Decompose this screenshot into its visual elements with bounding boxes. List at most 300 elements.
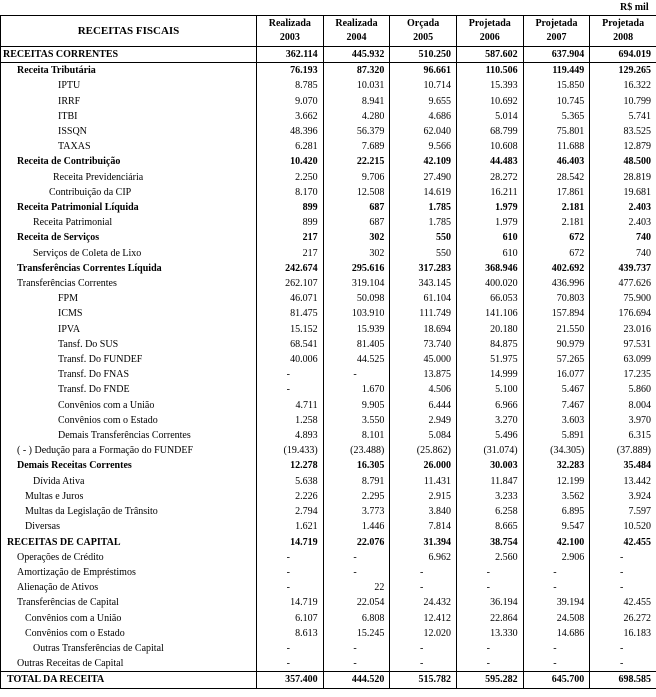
cell-value: 66.053 xyxy=(456,291,523,306)
cell-value: 4.711 xyxy=(257,398,324,413)
table-row xyxy=(1,185,656,200)
cell-value: - xyxy=(456,580,523,595)
cell-value: 44.525 xyxy=(323,352,390,367)
cell-value: 14.719 xyxy=(257,535,324,550)
cell-value: 28.819 xyxy=(590,170,656,185)
cell-value: 12.879 xyxy=(590,139,656,154)
cell-value: 18.694 xyxy=(390,322,457,337)
cell-value: 84.875 xyxy=(456,337,523,352)
cell-value: - xyxy=(257,565,324,580)
cell-value: 10.799 xyxy=(590,94,656,109)
cell-value: - xyxy=(390,565,457,580)
table-row xyxy=(1,443,656,458)
cell-value: 42.455 xyxy=(590,595,656,610)
row-label: Receita Patrimonial Líquida xyxy=(1,200,257,215)
cell-value: 687 xyxy=(323,200,390,215)
cell-value: 2.295 xyxy=(323,489,390,504)
cell-value: 672 xyxy=(523,246,590,261)
header-year: 2006 xyxy=(479,32,500,43)
cell-value: 11.431 xyxy=(390,474,457,489)
table-row xyxy=(1,611,656,626)
cell-value: 10.420 xyxy=(257,154,324,169)
cell-value: 62.040 xyxy=(390,124,457,139)
row-label: IRRF xyxy=(1,94,257,109)
cell-value: 6.315 xyxy=(590,428,656,443)
cell-value: 242.674 xyxy=(257,261,324,276)
row-label: Dívida Ativa xyxy=(1,474,257,489)
cell-value: 550 xyxy=(390,246,457,261)
cell-value: - xyxy=(523,580,590,595)
table-row xyxy=(1,352,656,367)
cell-value: 12.508 xyxy=(323,185,390,200)
row-label: RECEITAS DE CAPITAL xyxy=(1,535,257,550)
cell-value: 740 xyxy=(590,246,656,261)
header-year: 2008 xyxy=(613,32,634,43)
cell-value: (31.074) xyxy=(456,443,523,458)
row-label: Transferências Correntes xyxy=(1,276,257,291)
cell-value: 103.910 xyxy=(323,306,390,321)
header-label: RECEITAS FISCAIS xyxy=(1,16,257,47)
cell-value: 1.670 xyxy=(323,382,390,397)
cell-value: 56.379 xyxy=(323,124,390,139)
header-col-2005 xyxy=(390,16,457,47)
cell-value: 6.258 xyxy=(456,504,523,519)
table-row xyxy=(1,550,656,565)
table-row xyxy=(1,215,656,230)
table-row xyxy=(1,291,656,306)
cell-value: - xyxy=(456,641,523,656)
row-label: TAXAS xyxy=(1,139,257,154)
cell-value: 9.566 xyxy=(390,139,457,154)
cell-value: - xyxy=(257,550,324,565)
cell-value: - xyxy=(257,641,324,656)
cell-value: 2.949 xyxy=(390,413,457,428)
cell-value: 22.076 xyxy=(323,535,390,550)
table-body xyxy=(1,47,656,689)
cell-value: 20.180 xyxy=(456,322,523,337)
cell-value: - xyxy=(523,656,590,672)
row-label: Operações de Crédito xyxy=(1,550,257,565)
cell-value: 5.100 xyxy=(456,382,523,397)
cell-value: 2.250 xyxy=(257,170,324,185)
cell-value: 9.706 xyxy=(323,170,390,185)
cell-value: 317.283 xyxy=(390,261,457,276)
cell-value: 48.500 xyxy=(590,154,656,169)
cell-value: 9.655 xyxy=(390,94,457,109)
cell-value: 1.979 xyxy=(456,215,523,230)
cell-value: 5.467 xyxy=(523,382,590,397)
cell-value: 111.749 xyxy=(390,306,457,321)
cell-value: 550 xyxy=(390,230,457,245)
cell-value: 2.226 xyxy=(257,489,324,504)
cell-value: - xyxy=(590,550,656,565)
cell-value: 119.449 xyxy=(523,63,590,79)
table-row xyxy=(1,322,656,337)
cell-value: - xyxy=(590,565,656,580)
table-row xyxy=(1,261,656,276)
cell-value: 3.773 xyxy=(323,504,390,519)
cell-value: 5.365 xyxy=(523,109,590,124)
cell-value: 1.979 xyxy=(456,200,523,215)
cell-value: 687 xyxy=(323,215,390,230)
header-status: Realizada xyxy=(335,18,378,29)
cell-value: 2.403 xyxy=(590,200,656,215)
cell-value: 42.109 xyxy=(390,154,457,169)
table-row xyxy=(1,154,656,169)
table-row xyxy=(1,656,656,672)
cell-value: 436.996 xyxy=(523,276,590,291)
table-row xyxy=(1,626,656,641)
table-row xyxy=(1,474,656,489)
row-label: ITBI xyxy=(1,109,257,124)
cell-value: 76.193 xyxy=(257,63,324,79)
cell-value: 1.258 xyxy=(257,413,324,428)
header-year: 2003 xyxy=(279,32,300,43)
cell-value: 2.181 xyxy=(523,200,590,215)
cell-value: 295.616 xyxy=(323,261,390,276)
cell-value: 63.099 xyxy=(590,352,656,367)
cell-value: 17.235 xyxy=(590,367,656,382)
row-label: TOTAL DA RECEITA xyxy=(1,672,257,688)
cell-value: 1.785 xyxy=(390,200,457,215)
cell-value: 6.444 xyxy=(390,398,457,413)
cell-value: 698.585 xyxy=(590,672,656,688)
cell-value: (23.488) xyxy=(323,443,390,458)
cell-value: 10.031 xyxy=(323,78,390,93)
cell-value: 22.054 xyxy=(323,595,390,610)
cell-value: 400.020 xyxy=(456,276,523,291)
revenue-table xyxy=(0,15,656,689)
row-label: Demais Transferências Correntes xyxy=(1,428,257,443)
cell-value: 68.541 xyxy=(257,337,324,352)
cell-value: - xyxy=(390,656,457,672)
cell-value: 10.714 xyxy=(390,78,457,93)
cell-value: 28.272 xyxy=(456,170,523,185)
cell-value: 2.915 xyxy=(390,489,457,504)
cell-value: 6.895 xyxy=(523,504,590,519)
cell-value: 515.782 xyxy=(390,672,457,688)
cell-value: 899 xyxy=(257,215,324,230)
cell-value: 75.900 xyxy=(590,291,656,306)
cell-value: 141.106 xyxy=(456,306,523,321)
cell-value: - xyxy=(590,641,656,656)
cell-value: 12.020 xyxy=(390,626,457,641)
table-row xyxy=(1,170,656,185)
cell-value: 73.740 xyxy=(390,337,457,352)
header-year: 2005 xyxy=(413,32,434,43)
cell-value: 46.403 xyxy=(523,154,590,169)
cell-value: 3.603 xyxy=(523,413,590,428)
cell-value: 899 xyxy=(257,200,324,215)
cell-value: 21.550 xyxy=(523,322,590,337)
cell-value: 15.393 xyxy=(456,78,523,93)
cell-value: 510.250 xyxy=(390,47,457,63)
cell-value: 32.283 xyxy=(523,458,590,473)
cell-value: 83.525 xyxy=(590,124,656,139)
row-label: Transferências Correntes Líquida xyxy=(1,261,257,276)
cell-value: 23.016 xyxy=(590,322,656,337)
cell-value: 1.621 xyxy=(257,519,324,534)
cell-value: 2.794 xyxy=(257,504,324,519)
cell-value: 11.688 xyxy=(523,139,590,154)
cell-value: 477.626 xyxy=(590,276,656,291)
row-label: IPVA xyxy=(1,322,257,337)
cell-value: - xyxy=(390,641,457,656)
row-label: Multas da Legislação de Trânsito xyxy=(1,504,257,519)
cell-value: 15.245 xyxy=(323,626,390,641)
cell-value: 15.850 xyxy=(523,78,590,93)
cell-value: 7.689 xyxy=(323,139,390,154)
cell-value: - xyxy=(323,565,390,580)
table-row xyxy=(1,672,656,688)
cell-value: - xyxy=(257,580,324,595)
cell-value: 6.107 xyxy=(257,611,324,626)
cell-value: 319.104 xyxy=(323,276,390,291)
row-label: Diversas xyxy=(1,519,257,534)
cell-value: - xyxy=(257,656,324,672)
cell-value: 26.000 xyxy=(390,458,457,473)
table-row xyxy=(1,519,656,534)
cell-value: 3.662 xyxy=(257,109,324,124)
cell-value: 22.864 xyxy=(456,611,523,626)
table-row xyxy=(1,337,656,352)
cell-value: 217 xyxy=(257,246,324,261)
table-row xyxy=(1,200,656,215)
row-label: Outras Receitas de Capital xyxy=(1,656,257,672)
cell-value: 610 xyxy=(456,246,523,261)
cell-value: 9.905 xyxy=(323,398,390,413)
cell-value: 38.754 xyxy=(456,535,523,550)
cell-value: 5.741 xyxy=(590,109,656,124)
cell-value: 10.692 xyxy=(456,94,523,109)
cell-value: (25.862) xyxy=(390,443,457,458)
cell-value: 16.211 xyxy=(456,185,523,200)
cell-value: 39.194 xyxy=(523,595,590,610)
cell-value: 26.272 xyxy=(590,611,656,626)
row-label: Receita de Contribuição xyxy=(1,154,257,169)
cell-value: 15.939 xyxy=(323,322,390,337)
cell-value: 12.278 xyxy=(257,458,324,473)
cell-value: 368.946 xyxy=(456,261,523,276)
cell-value: 3.270 xyxy=(456,413,523,428)
cell-value: - xyxy=(257,382,324,397)
cell-value: 694.019 xyxy=(590,47,656,63)
cell-value: 30.003 xyxy=(456,458,523,473)
table-row xyxy=(1,124,656,139)
header-status: Projetada xyxy=(468,18,511,29)
cell-value: 610 xyxy=(456,230,523,245)
cell-value: 444.520 xyxy=(323,672,390,688)
row-label: Convênios com o Estado xyxy=(1,626,257,641)
cell-value: 637.904 xyxy=(523,47,590,63)
cell-value: 81.405 xyxy=(323,337,390,352)
cell-value: 262.107 xyxy=(257,276,324,291)
cell-value: 5.014 xyxy=(456,109,523,124)
cell-value: - xyxy=(390,580,457,595)
table-row xyxy=(1,367,656,382)
cell-value: 12.412 xyxy=(390,611,457,626)
cell-value: 8.004 xyxy=(590,398,656,413)
row-label: Transf. Do FNAS xyxy=(1,367,257,382)
cell-value: 343.145 xyxy=(390,276,457,291)
cell-value: 302 xyxy=(323,230,390,245)
cell-value: 9.070 xyxy=(257,94,324,109)
cell-value: 439.737 xyxy=(590,261,656,276)
header-status: Projetada xyxy=(602,18,645,29)
header-col-2008 xyxy=(590,16,656,47)
cell-value: 90.979 xyxy=(523,337,590,352)
row-label: Receita Patrimonial xyxy=(1,215,257,230)
row-label: Multas e Juros xyxy=(1,489,257,504)
cell-value: 6.281 xyxy=(257,139,324,154)
header-col-2006 xyxy=(456,16,523,47)
cell-value: 2.181 xyxy=(523,215,590,230)
cell-value: 5.891 xyxy=(523,428,590,443)
cell-value: 35.484 xyxy=(590,458,656,473)
cell-value: 61.104 xyxy=(390,291,457,306)
cell-value: 672 xyxy=(523,230,590,245)
cell-value: 14.619 xyxy=(390,185,457,200)
cell-value: 2.403 xyxy=(590,215,656,230)
cell-value: 51.975 xyxy=(456,352,523,367)
table-row xyxy=(1,230,656,245)
cell-value: 4.506 xyxy=(390,382,457,397)
cell-value: 9.547 xyxy=(523,519,590,534)
row-label: ICMS xyxy=(1,306,257,321)
row-label: Transf. Do FNDE xyxy=(1,382,257,397)
cell-value: 14.719 xyxy=(257,595,324,610)
cell-value: 15.152 xyxy=(257,322,324,337)
row-label: RECEITAS CORRENTES xyxy=(1,47,257,63)
cell-value: 2.906 xyxy=(523,550,590,565)
cell-value: (34.305) xyxy=(523,443,590,458)
cell-value: - xyxy=(456,565,523,580)
cell-value: 81.475 xyxy=(257,306,324,321)
cell-value: 8.170 xyxy=(257,185,324,200)
row-label: ISSQN xyxy=(1,124,257,139)
cell-value: 5.496 xyxy=(456,428,523,443)
cell-value: 402.692 xyxy=(523,261,590,276)
cell-value: 7.467 xyxy=(523,398,590,413)
cell-value: 96.661 xyxy=(390,63,457,79)
table-row xyxy=(1,458,656,473)
cell-value: 5.084 xyxy=(390,428,457,443)
cell-value: 14.686 xyxy=(523,626,590,641)
cell-value: 12.199 xyxy=(523,474,590,489)
cell-value: 50.098 xyxy=(323,291,390,306)
cell-value: 14.999 xyxy=(456,367,523,382)
cell-value: 87.320 xyxy=(323,63,390,79)
table-row xyxy=(1,246,656,261)
table-row xyxy=(1,94,656,109)
cell-value: - xyxy=(323,641,390,656)
table-row xyxy=(1,535,656,550)
cell-value: 8.665 xyxy=(456,519,523,534)
cell-value: 129.265 xyxy=(590,63,656,79)
table-row xyxy=(1,63,656,79)
cell-value: 16.183 xyxy=(590,626,656,641)
cell-value: 57.265 xyxy=(523,352,590,367)
row-label: Receita de Serviços xyxy=(1,230,257,245)
row-label: Serviços de Coleta de Lixo xyxy=(1,246,257,261)
cell-value: 3.840 xyxy=(390,504,457,519)
table-header xyxy=(1,16,656,47)
table-row xyxy=(1,47,656,63)
cell-value: 3.233 xyxy=(456,489,523,504)
cell-value: 445.932 xyxy=(323,47,390,63)
cell-value: 362.114 xyxy=(257,47,324,63)
table-row xyxy=(1,109,656,124)
row-label: Convênios com a União xyxy=(1,398,257,413)
cell-value: 740 xyxy=(590,230,656,245)
cell-value: 46.071 xyxy=(257,291,324,306)
table-row xyxy=(1,276,656,291)
header-status: Realizada xyxy=(268,18,311,29)
cell-value: 8.791 xyxy=(323,474,390,489)
cell-value: 3.562 xyxy=(523,489,590,504)
cell-value: 176.694 xyxy=(590,306,656,321)
cell-value: 357.400 xyxy=(257,672,324,688)
cell-value: 3.924 xyxy=(590,489,656,504)
cell-value: 6.966 xyxy=(456,398,523,413)
table-row xyxy=(1,504,656,519)
cell-value: 44.483 xyxy=(456,154,523,169)
cell-value: (37.889) xyxy=(590,443,656,458)
cell-value: 157.894 xyxy=(523,306,590,321)
table-row xyxy=(1,306,656,321)
cell-value: 16.322 xyxy=(590,78,656,93)
cell-value: 4.686 xyxy=(390,109,457,124)
header-year: 2007 xyxy=(546,32,567,43)
table-row xyxy=(1,595,656,610)
table-row xyxy=(1,565,656,580)
cell-value: 587.602 xyxy=(456,47,523,63)
cell-value: 16.077 xyxy=(523,367,590,382)
cell-value: 1.446 xyxy=(323,519,390,534)
cell-value: 13.875 xyxy=(390,367,457,382)
row-label: Transferências de Capital xyxy=(1,595,257,610)
cell-value: 11.847 xyxy=(456,474,523,489)
table-row xyxy=(1,580,656,595)
table-row xyxy=(1,139,656,154)
row-label: Receita Tributária xyxy=(1,63,257,79)
row-label: Alienação de Ativos xyxy=(1,580,257,595)
cell-value: 24.508 xyxy=(523,611,590,626)
cell-value: 6.808 xyxy=(323,611,390,626)
cell-value: 22 xyxy=(323,580,390,595)
cell-value: - xyxy=(456,656,523,672)
row-label: Demais Receitas Correntes xyxy=(1,458,257,473)
cell-value: 8.785 xyxy=(257,78,324,93)
cell-value: 16.305 xyxy=(323,458,390,473)
cell-value: 4.280 xyxy=(323,109,390,124)
cell-value: 10.608 xyxy=(456,139,523,154)
header-row xyxy=(1,16,656,47)
header-status: Orçada xyxy=(407,18,440,29)
cell-value: - xyxy=(523,565,590,580)
cell-value: 217 xyxy=(257,230,324,245)
cell-value: 70.803 xyxy=(523,291,590,306)
row-label: Amortização de Empréstimos xyxy=(1,565,257,580)
cell-value: (19.433) xyxy=(257,443,324,458)
header-col-2007 xyxy=(523,16,590,47)
cell-value: 45.000 xyxy=(390,352,457,367)
cell-value: 48.396 xyxy=(257,124,324,139)
unit-label: R$ mil xyxy=(620,2,649,13)
row-label: IPTU xyxy=(1,78,257,93)
table-row xyxy=(1,398,656,413)
cell-value: 4.893 xyxy=(257,428,324,443)
